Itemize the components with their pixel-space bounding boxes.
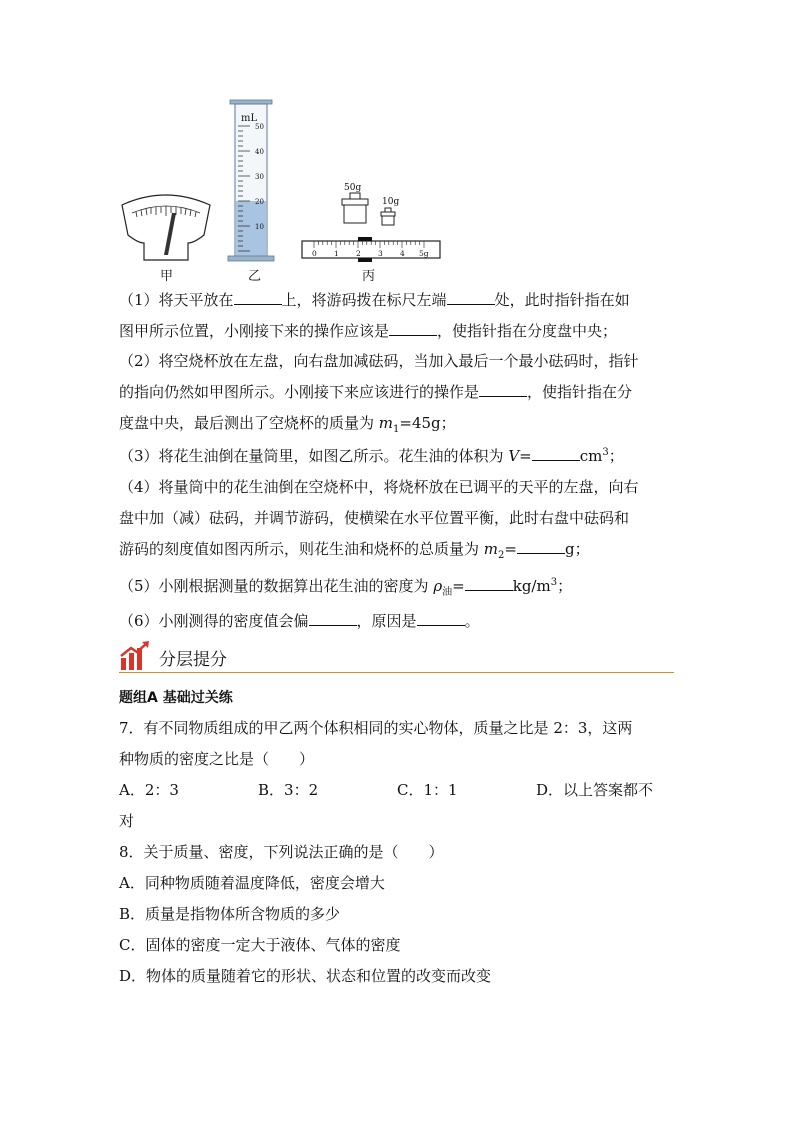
section-title: 分层提分	[159, 650, 227, 670]
q6-part4-line2: 盘中加（减）砝码，并调节游码，使横梁在水平位置平衡，此时右盘中砝码和	[119, 509, 630, 527]
q6-part5: （5）小刚根据测量的数据算出花生油的密度为 $\rho_油= kg/m^3$；	[119, 577, 573, 598]
caption-jia: 甲	[160, 269, 174, 284]
blank	[479, 382, 527, 397]
weight-50g	[342, 183, 368, 223]
blank	[234, 290, 282, 305]
q6-part2-line2: 的指向仍然如甲图所示。小刚接下来应该进行的操作是 ，使指针指在分	[119, 383, 633, 401]
q6-part4-line1: （4）将量筒中的花生油倒在空烧杯中，将烧杯放在已调平的天平的左盘，向右	[119, 478, 639, 496]
q6-part3: （3）将花生油倒在量筒里，如图乙所示。花生油的体积为 $V= cm^3$；	[119, 447, 624, 465]
blank	[532, 446, 580, 461]
q8-option-b: B．质量是指物体所含物质的多少	[119, 905, 341, 923]
weight-10g	[381, 197, 399, 225]
q6-part2-line3: 度盘中央，最后测出了空烧杯的质量为 $m_1=45g$；	[119, 414, 456, 435]
balance-dial	[122, 195, 210, 260]
rising-chart-icon	[119, 640, 155, 672]
svg-text:50g: 50g	[344, 183, 362, 193]
q7-option-d: D．以上答案都不	[536, 781, 654, 799]
cylinder-unit: mL	[241, 113, 258, 124]
q8-option-d: D．物体的质量随着它的形状、状态和位置的改变而改变	[119, 967, 492, 985]
graduated-cylinder	[228, 100, 274, 261]
q7-option-d-cont: 对	[119, 812, 135, 830]
blank	[389, 321, 437, 336]
q7-option-a: A．2：3	[119, 781, 179, 799]
svg-text:1: 1	[334, 249, 339, 258]
q6-part6: （6）小刚测得的密度值会偏 ，原因是 。	[119, 612, 480, 630]
tick-50: 50	[255, 123, 264, 131]
blank	[447, 290, 495, 305]
q6-part1-line1: （1）将天平放在 上，将游码拨在标尺左端 处，此时指针指在如	[119, 291, 630, 309]
q7-option-c: C．1：1	[397, 781, 458, 799]
svg-text:10g: 10g	[382, 197, 400, 207]
tick-30: 30	[255, 173, 264, 181]
q8-stem: 8．关于质量、密度，下列说法正确的是（ ）	[119, 843, 444, 861]
q8-option-a: A．同种物质随着温度降低，密度会增大	[119, 874, 385, 892]
rider-ruler	[302, 237, 440, 262]
experiment-figure	[110, 95, 450, 290]
caption-yi: 乙	[248, 269, 262, 284]
q6-part4-line3: 游码的刻度值如图丙所示，则花生油和烧杯的总质量为 $m_2= g$；	[119, 540, 590, 561]
q6-part1-line2: 图甲所示位置，小刚接下来的操作应该是 ，使指针指在分度盘中央；	[119, 322, 618, 340]
blank	[465, 576, 513, 591]
q7-option-b: B．3：2	[258, 781, 319, 799]
q6-part2-line1: （2）将空烧杯放在左盘，向右盘加减砝码，当加入最后一个最小砝码时，指针	[119, 352, 639, 370]
svg-text:2: 2	[356, 249, 361, 258]
caption-bing: 丙	[362, 269, 376, 284]
tick-20: 20	[255, 198, 264, 206]
tick-10: 10	[255, 223, 264, 231]
blank	[517, 539, 565, 554]
blank	[417, 611, 465, 626]
q7-stem-line2: 种物质的密度之比是（ ）	[119, 750, 315, 768]
svg-text:5g: 5g	[419, 249, 429, 258]
svg-text:0: 0	[312, 249, 317, 258]
blank	[309, 611, 357, 626]
group-title: 题组A 基础过关练	[119, 690, 233, 706]
svg-text:3: 3	[378, 249, 383, 258]
tick-40: 40	[255, 148, 264, 156]
svg-text:4: 4	[400, 249, 405, 258]
q8-option-c: C．固体的密度一定大于液体、气体的密度	[119, 936, 401, 954]
q7-stem-line1: 7．有不同物质组成的甲乙两个体积相同的实心物体，质量之比是 2：3，这两	[119, 719, 633, 737]
section-divider	[119, 672, 674, 673]
